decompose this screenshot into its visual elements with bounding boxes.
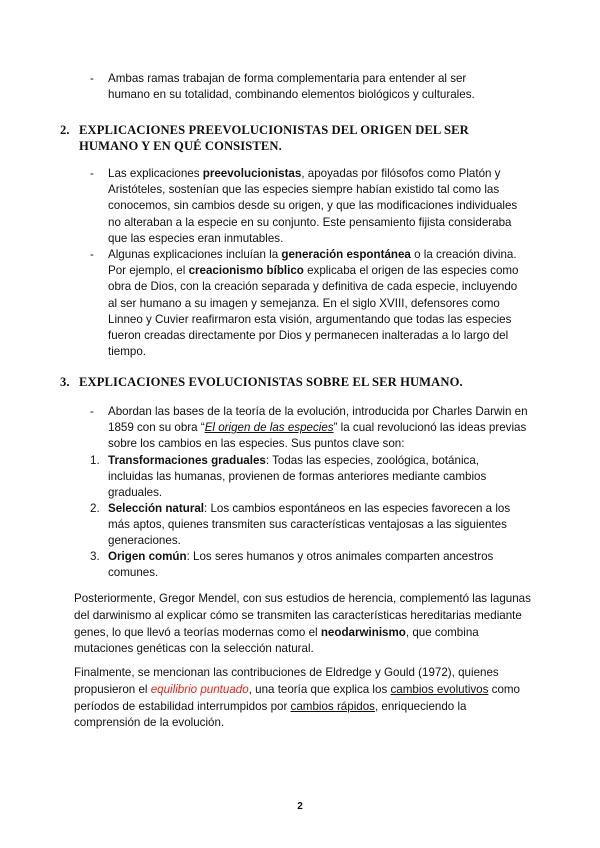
bullet-text	[108, 166, 528, 247]
paragraph-eldredge-gould	[74, 665, 534, 732]
term-equilibrio-puntuado: equilibrio puntuado	[150, 682, 249, 696]
intro-text: Ambas ramas trabajan de forma complementaria para entender al ser humano en su totalidad, combinando elementos biológicos y culturales.	[108, 72, 475, 102]
point-number: 3.	[90, 550, 100, 563]
text-run: Abordan las bases de la teoría de la evolución, introducida por Charles Darwin en 1859 con su obra “	[108, 405, 528, 435]
bullet-marker: -	[90, 248, 94, 261]
text-run: , enriqueciendo la comprensión de la evolución.	[74, 699, 467, 730]
section-2-bullet-2	[90, 247, 528, 360]
key-point-1	[90, 453, 523, 502]
point-text	[108, 501, 523, 550]
term-cambios-evolutivos: cambios evolutivos	[390, 682, 489, 696]
section-2-bullet-1	[90, 166, 528, 247]
text-run: o la creación divina. Por ejemplo, el	[108, 248, 517, 278]
bullet-text	[108, 404, 528, 453]
text-run: , una teoría que explica los	[248, 682, 391, 696]
page-number: 2	[297, 801, 303, 812]
key-point-3	[90, 549, 523, 581]
point-text	[108, 453, 523, 502]
section-2-heading	[60, 122, 530, 154]
term-generacion-espontanea: generación espontánea	[281, 248, 411, 261]
text-run: , apoyadas por filósofos como Platón y Aristóteles, sostenían que las especies siempre habían existido tal como las conocemos, sin cambios desde su origen, y que las modificaciones individuales no alteraban a la especie en su conjunto. Este pensamiento fijista consideraba que las especies eran inmutables.	[108, 167, 518, 245]
point-term: Transformaciones graduales	[108, 454, 266, 467]
term-creacionismo-biblico: creacionismo bíblico	[188, 264, 304, 278]
book-title: El origen de las especies	[204, 421, 334, 435]
bullet-marker: -	[90, 72, 94, 85]
text-run: Algunas explicaciones incluían la	[108, 248, 282, 261]
text-run: : Los seres humanos y otros animales comparten ancestros comunes.	[108, 550, 494, 580]
text-run: Posteriormente, Gregor Mendel, con sus estudios de herencia, complementó las lagunas del darwinismo al explicar cómo se transmiten las características hereditarias mediante genes, lo que llevó a teorías modernas como el	[74, 592, 531, 639]
text-run: Finalmente, se mencionan las contribuciones de Eldredge y Gould (1972), quienes propusieron el	[74, 666, 499, 696]
section-3-bullet-1	[90, 404, 528, 453]
point-term: Origen común	[108, 550, 187, 563]
term-cambios-rapidos: cambios rápidos	[290, 699, 375, 713]
point-text	[108, 549, 523, 581]
bullet-text	[108, 247, 528, 360]
section-2-number: 2.	[60, 123, 70, 137]
key-point-2	[90, 501, 523, 550]
text-run: explicaba el origen de las especies como obra de Dios, con la creación separada y definitiva de cada especie, incluyendo al ser humano a su imagen y semejanza. En el siglo XVIII, defensores como Linneo y Cuvier reafirmaron esta visión, argumentando que todas las especies fueron creadas directamente por Dios y permanecen inalteradas a lo largo del tiempo.	[108, 264, 519, 359]
point-number: 2.	[90, 502, 100, 515]
section-2-title: EXPLICACIONES PREEVOLUCIONISTAS DEL ORIGEN DEL SER HUMANO Y EN QUÉ CONSISTEN.	[79, 123, 469, 153]
section-3-heading	[60, 374, 530, 390]
point-term: Selección natural	[108, 502, 205, 515]
bullet-marker: -	[90, 405, 94, 418]
bullet-marker: -	[90, 167, 94, 180]
text-run: , que combina mutaciones genéticas con la selección natural.	[74, 625, 479, 656]
text-run: : Los cambios espontáneos en las especies favorecen a los más aptos, quienes transmiten sus características ventajosas a las siguientes generaciones.	[108, 502, 511, 548]
text-run: Las explicaciones	[108, 167, 203, 180]
section-3-number: 3.	[60, 375, 70, 389]
text-run: : Todas las especies, zoológica, botánica, incluidas las humanas, provienen de formas anteriores mediante cambios graduales.	[108, 454, 487, 500]
point-number: 1.	[90, 454, 100, 467]
term-preevolucionistas: preevolucionistas	[202, 167, 302, 180]
section-3-title: EXPLICACIONES EVOLUCIONISTAS SOBRE EL SER HUMANO.	[79, 375, 463, 389]
text-run: ” la cual revolucionó las ideas previas sobre los cambios en las especies. Sus puntos clave son:	[108, 421, 527, 451]
intro-bullet	[90, 71, 508, 103]
term-neodarwinismo: neodarwinismo	[320, 625, 406, 639]
paragraph-mendel	[74, 591, 534, 658]
text-run: como períodos de estabilidad interrumpidos por	[74, 682, 521, 713]
